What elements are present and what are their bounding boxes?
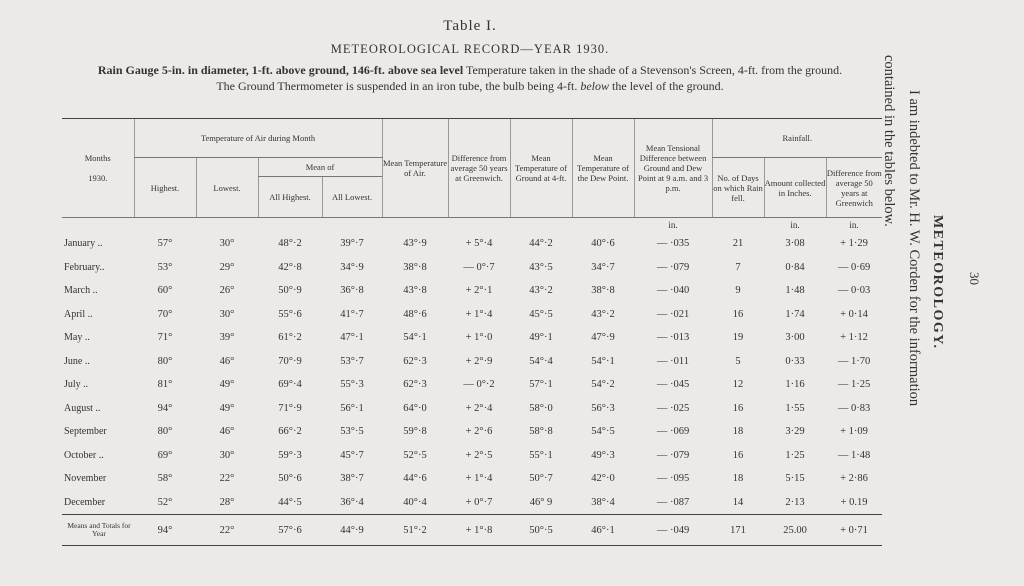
cell-ground: 50°·7 bbox=[529, 473, 553, 485]
tension-unit: in. bbox=[668, 220, 678, 230]
cell-ground: 43°·5 bbox=[529, 261, 553, 273]
cell-amount: 0·84 bbox=[785, 261, 805, 273]
cell-highest: 57° bbox=[157, 238, 173, 250]
cell-all-high: 55°·6 bbox=[278, 308, 302, 320]
cell-ground: 55°·1 bbox=[529, 449, 553, 461]
cell-mean-air: 44°·6 bbox=[403, 473, 427, 485]
cell-all-low: 53°·5 bbox=[340, 426, 364, 438]
cell-highest: 80° bbox=[157, 426, 173, 438]
totals-dew: 46°·1 bbox=[572, 515, 634, 546]
cell-days: 5 bbox=[735, 355, 741, 367]
cell-highest: 71° bbox=[157, 332, 173, 344]
page-number: 30 bbox=[967, 272, 982, 285]
totals-label: Means and Totals for Year bbox=[62, 515, 134, 546]
cell-rain-diff: + 1·29 bbox=[840, 238, 868, 250]
cell-mean-air: 62°·3 bbox=[403, 355, 427, 367]
totals-ground: 50°·5 bbox=[510, 515, 572, 546]
cell-dew: 56°·3 bbox=[591, 402, 615, 414]
difference-header: Difference from average 50 years at Greenwich. bbox=[448, 119, 510, 218]
table-row bbox=[62, 350, 882, 374]
mean-temp-dew-header: Mean Temperature of the Dew Point. bbox=[572, 119, 634, 218]
cell-tension: — ·011 bbox=[657, 355, 689, 367]
cell-dew: 38°·8 bbox=[591, 285, 615, 297]
cell-month: April .. bbox=[64, 308, 93, 320]
cell-month: August .. bbox=[64, 402, 101, 414]
cell-rain-diff: — 1·48 bbox=[837, 449, 871, 461]
cell-lowest: 49° bbox=[219, 402, 235, 414]
cell-ground: 57°·1 bbox=[529, 379, 553, 391]
cell-dew: 47°·9 bbox=[591, 332, 615, 344]
cell-lowest: 28° bbox=[219, 496, 235, 508]
cell-all-high: 50°·6 bbox=[278, 473, 302, 485]
cell-all-high: 48°·2 bbox=[278, 238, 302, 250]
table-row bbox=[62, 326, 882, 350]
cell-mean-air: 52°·5 bbox=[403, 449, 427, 461]
cell-month: March .. bbox=[64, 285, 98, 297]
data-rows bbox=[62, 232, 882, 515]
rainfall-header: Rainfall. bbox=[712, 119, 882, 158]
months-header: Months 1930. bbox=[62, 119, 134, 218]
cell-days: 9 bbox=[735, 285, 741, 297]
totals-tension: — ·049 bbox=[634, 515, 712, 546]
cell-amount: 1·16 bbox=[785, 379, 805, 391]
cell-rain-diff: + 1·12 bbox=[840, 332, 868, 344]
cell-all-low: 41°·7 bbox=[340, 308, 364, 320]
description-italic: below bbox=[580, 79, 610, 93]
cell-dew: 38°·4 bbox=[591, 496, 615, 508]
cell-rain-diff: — 1·25 bbox=[837, 379, 871, 391]
cell-diff: — 0°·7 bbox=[463, 261, 495, 273]
cell-amount: 3·08 bbox=[785, 238, 805, 250]
meteorological-table bbox=[62, 118, 882, 548]
cell-rain-diff: + 0·14 bbox=[840, 308, 868, 320]
totals-rain-diff: + 0·71 bbox=[826, 515, 882, 546]
cell-month: February.. bbox=[64, 261, 105, 273]
amount-unit: in. bbox=[790, 220, 800, 230]
cell-tension: — ·013 bbox=[656, 332, 690, 344]
cell-diff: + 2°·5 bbox=[465, 449, 493, 461]
cell-days: 21 bbox=[732, 238, 744, 250]
cell-days: 16 bbox=[732, 449, 744, 461]
totals-all-low: 44°·9 bbox=[322, 515, 382, 546]
totals-row bbox=[62, 515, 882, 546]
cell-lowest: 46° bbox=[219, 426, 235, 438]
cell-mean-air: 43°·9 bbox=[403, 238, 427, 250]
highest-header: Highest. bbox=[134, 158, 196, 218]
cell-lowest: 49° bbox=[219, 379, 235, 391]
description-text: Temperature taken in the shade of a Stevenson's Screen, 4-ft. from the ground. The Ground Thermometer is suspended in an iron tube, the bulb being 4-ft. bbox=[216, 63, 843, 93]
cell-rain-diff: — 0·69 bbox=[837, 261, 871, 273]
cell-month: May .. bbox=[64, 332, 90, 344]
cell-mean-air: 40°·4 bbox=[403, 496, 427, 508]
cell-amount: 1·55 bbox=[785, 402, 805, 414]
cell-days: 16 bbox=[732, 308, 744, 320]
table-row bbox=[62, 491, 882, 515]
cell-amount: 5·15 bbox=[785, 473, 805, 485]
cell-ground: 54°·4 bbox=[529, 355, 553, 367]
cell-ground: 58°·8 bbox=[529, 426, 553, 438]
cell-all-low: 34°·9 bbox=[340, 261, 364, 273]
rain-gauge-text: Rain Gauge 5-in. in diameter, 1-ft. above ground, 146-ft. above sea level bbox=[97, 63, 464, 77]
totals-mean-air: 51°·2 bbox=[382, 515, 448, 546]
cell-all-high: 61°·2 bbox=[278, 332, 302, 344]
rain-difference-header: Difference from average 50 years at Greenwich bbox=[826, 158, 882, 218]
table-row bbox=[62, 467, 882, 491]
cell-highest: 70° bbox=[157, 308, 173, 320]
table-row bbox=[62, 420, 882, 444]
cell-rain-diff: + 2·86 bbox=[840, 473, 868, 485]
totals-all-high: 57°·6 bbox=[258, 515, 322, 546]
table-description bbox=[90, 62, 850, 94]
cell-amount: 1·74 bbox=[785, 308, 805, 320]
cell-lowest: 46° bbox=[219, 355, 235, 367]
cell-dew: 54°·2 bbox=[591, 379, 615, 391]
cell-tension: — ·040 bbox=[656, 285, 690, 297]
cell-days: 18 bbox=[732, 473, 744, 485]
cell-tension: — ·025 bbox=[656, 402, 690, 414]
cell-all-high: 50°·9 bbox=[278, 285, 302, 297]
cell-rain-diff: — 0·83 bbox=[837, 402, 871, 414]
cell-month: December bbox=[64, 496, 106, 508]
rain-amount-header: Amount collected in Inches. bbox=[764, 158, 826, 218]
all-lowest-header: All Lowest. bbox=[322, 177, 382, 218]
cell-ground: 49°·1 bbox=[529, 332, 553, 344]
cell-lowest: 30° bbox=[219, 238, 235, 250]
cell-amount: 3·00 bbox=[785, 332, 805, 344]
cell-days: 7 bbox=[735, 261, 741, 273]
cell-mean-air: 59°·8 bbox=[403, 426, 427, 438]
description-end: the level of the ground. bbox=[609, 79, 724, 93]
cell-lowest: 30° bbox=[219, 449, 235, 461]
cell-dew: 42°·0 bbox=[591, 473, 615, 485]
lowest-header: Lowest. bbox=[196, 158, 258, 218]
cell-amount: 1·25 bbox=[785, 449, 805, 461]
cell-ground: 45°·5 bbox=[529, 308, 553, 320]
table-body bbox=[62, 218, 882, 233]
cell-diff: + 2°·1 bbox=[465, 285, 493, 297]
cell-ground: 43°·2 bbox=[529, 285, 553, 297]
cell-amount: 0·33 bbox=[785, 355, 805, 367]
cell-lowest: 22° bbox=[219, 473, 235, 485]
cell-highest: 94° bbox=[157, 402, 173, 414]
cell-amount: 1·48 bbox=[785, 285, 805, 297]
cell-highest: 69° bbox=[157, 449, 173, 461]
cell-ground: 58°·0 bbox=[529, 402, 553, 414]
tensional-header: Mean Tensional Difference between Ground and Dew Point at 9 a.m. and 3 p.m. bbox=[634, 119, 712, 218]
cell-tension: — ·095 bbox=[656, 473, 690, 485]
meteorological-table-wrap bbox=[62, 118, 882, 548]
cell-days: 19 bbox=[732, 332, 744, 344]
cell-rain-diff: — 0·03 bbox=[837, 285, 871, 297]
cell-all-high: 44°·5 bbox=[278, 496, 302, 508]
cell-days: 14 bbox=[732, 496, 744, 508]
mean-of-header: Mean of bbox=[258, 158, 382, 177]
cell-all-low: 56°·1 bbox=[340, 402, 364, 414]
mean-temp-air-header: Mean Temperature of Air. bbox=[382, 119, 448, 218]
cell-highest: 58° bbox=[157, 473, 173, 485]
cell-tension: — ·079 bbox=[656, 449, 690, 461]
cell-diff: — 0°·2 bbox=[463, 379, 495, 391]
cell-days: 12 bbox=[732, 379, 744, 391]
cell-dew: 54°·5 bbox=[591, 426, 615, 438]
cell-rain-diff: + 0.19 bbox=[840, 496, 868, 508]
cell-highest: 80° bbox=[157, 355, 173, 367]
cell-all-high: 69°·4 bbox=[278, 379, 302, 391]
cell-tension: — ·087 bbox=[656, 496, 690, 508]
cell-all-high: 66°·2 bbox=[278, 426, 302, 438]
cell-mean-air: 64°·0 bbox=[403, 402, 427, 414]
table-row bbox=[62, 444, 882, 468]
cell-amount: 2·13 bbox=[785, 496, 805, 508]
units-row bbox=[62, 218, 882, 233]
cell-month: July .. bbox=[64, 379, 89, 391]
cell-tension: — ·035 bbox=[656, 238, 690, 250]
cell-mean-air: 62°·3 bbox=[403, 379, 427, 391]
cell-lowest: 26° bbox=[219, 285, 235, 297]
cell-dew: 54°·1 bbox=[591, 355, 615, 367]
totals-highest: 94° bbox=[134, 515, 196, 546]
table-row bbox=[62, 397, 882, 421]
table-row bbox=[62, 279, 882, 303]
cell-ground: 44°·2 bbox=[529, 238, 553, 250]
cell-dew: 43°·2 bbox=[591, 308, 615, 320]
side-note-line1: I am indebted to Mr. H. W. Corden for the information bbox=[906, 90, 922, 407]
cell-mean-air: 54°·1 bbox=[403, 332, 427, 344]
cell-rain-diff: + 1·09 bbox=[840, 426, 868, 438]
cell-lowest: 30° bbox=[219, 308, 235, 320]
side-note-line2: contained in the tables below. bbox=[881, 55, 897, 227]
totals-body bbox=[62, 515, 882, 549]
table-row bbox=[62, 303, 882, 327]
mean-temp-ground-header: Mean Temperature of Ground at 4-ft. bbox=[510, 119, 572, 218]
totals-days: 171 bbox=[712, 515, 764, 546]
cell-days: 16 bbox=[732, 402, 744, 414]
cell-month: October .. bbox=[64, 449, 104, 461]
cell-lowest: 39° bbox=[219, 332, 235, 344]
table-row bbox=[62, 373, 882, 397]
cell-tension: — ·079 bbox=[656, 261, 690, 273]
cell-tension: — ·045 bbox=[656, 379, 690, 391]
cell-all-low: 45°·7 bbox=[340, 449, 364, 461]
cell-all-low: 36°·4 bbox=[340, 496, 364, 508]
cell-month: January .. bbox=[64, 238, 103, 250]
table-row bbox=[62, 256, 882, 280]
cell-dew: 34°·7 bbox=[591, 261, 615, 273]
table-title: Table I. bbox=[443, 18, 497, 34]
cell-highest: 60° bbox=[157, 285, 173, 297]
cell-mean-air: 38°·8 bbox=[403, 261, 427, 273]
rain-diff-unit: in. bbox=[849, 220, 859, 230]
cell-month: June .. bbox=[64, 355, 90, 367]
cell-rain-diff: — 1·70 bbox=[837, 355, 871, 367]
cell-tension: — ·021 bbox=[656, 308, 690, 320]
cell-days: 18 bbox=[732, 426, 744, 438]
cell-all-high: 59°·3 bbox=[278, 449, 302, 461]
cell-diff: + 1°·0 bbox=[465, 332, 493, 344]
cell-tension: — ·069 bbox=[656, 426, 690, 438]
cell-highest: 81° bbox=[157, 379, 173, 391]
cell-all-low: 55°·3 bbox=[340, 379, 364, 391]
cell-ground: 46° 9 bbox=[529, 496, 553, 508]
all-highest-header: All Highest. bbox=[258, 177, 322, 218]
cell-mean-air: 48°·6 bbox=[403, 308, 427, 320]
cell-diff: + 0°·7 bbox=[465, 496, 493, 508]
cell-all-high: 70°·9 bbox=[278, 355, 302, 367]
cell-all-low: 47°·1 bbox=[340, 332, 364, 344]
cell-lowest: 29° bbox=[219, 261, 235, 273]
cell-dew: 49°·3 bbox=[591, 449, 615, 461]
cell-all-low: 39°·7 bbox=[340, 238, 364, 250]
cell-amount: 3·29 bbox=[785, 426, 805, 438]
cell-all-high: 42°·8 bbox=[278, 261, 302, 273]
cell-diff: + 2°·6 bbox=[465, 426, 493, 438]
cell-diff: + 5°·4 bbox=[465, 238, 493, 250]
totals-diff: + 1°·8 bbox=[448, 515, 510, 546]
cell-mean-air: 43°·8 bbox=[403, 285, 427, 297]
cell-all-low: 38°·7 bbox=[340, 473, 364, 485]
cell-all-high: 71°·9 bbox=[278, 402, 302, 414]
cell-diff: + 2°·9 bbox=[465, 355, 493, 367]
cell-all-low: 53°·7 bbox=[340, 355, 364, 367]
totals-lowest: 22° bbox=[196, 515, 258, 546]
cell-month: September bbox=[64, 426, 107, 438]
section-heading: METEOROLOGY. bbox=[930, 215, 945, 350]
rain-days-header: No. of Days on which Rain fell. bbox=[712, 158, 764, 218]
cell-diff: + 1°·4 bbox=[465, 308, 493, 320]
cell-month: November bbox=[64, 473, 107, 485]
temperature-group-header: Temperature of Air during Month bbox=[134, 119, 382, 158]
cell-all-low: 36°·8 bbox=[340, 285, 364, 297]
table-row bbox=[62, 232, 882, 256]
cell-diff: + 1°·4 bbox=[465, 473, 493, 485]
cell-highest: 53° bbox=[157, 261, 173, 273]
record-title: METEOROLOGICAL RECORD—YEAR 1930. bbox=[330, 42, 610, 56]
cell-dew: 40°·6 bbox=[591, 238, 615, 250]
cell-diff: + 2°·4 bbox=[465, 402, 493, 414]
totals-amount: 25.00 bbox=[764, 515, 826, 546]
cell-highest: 52° bbox=[157, 496, 173, 508]
